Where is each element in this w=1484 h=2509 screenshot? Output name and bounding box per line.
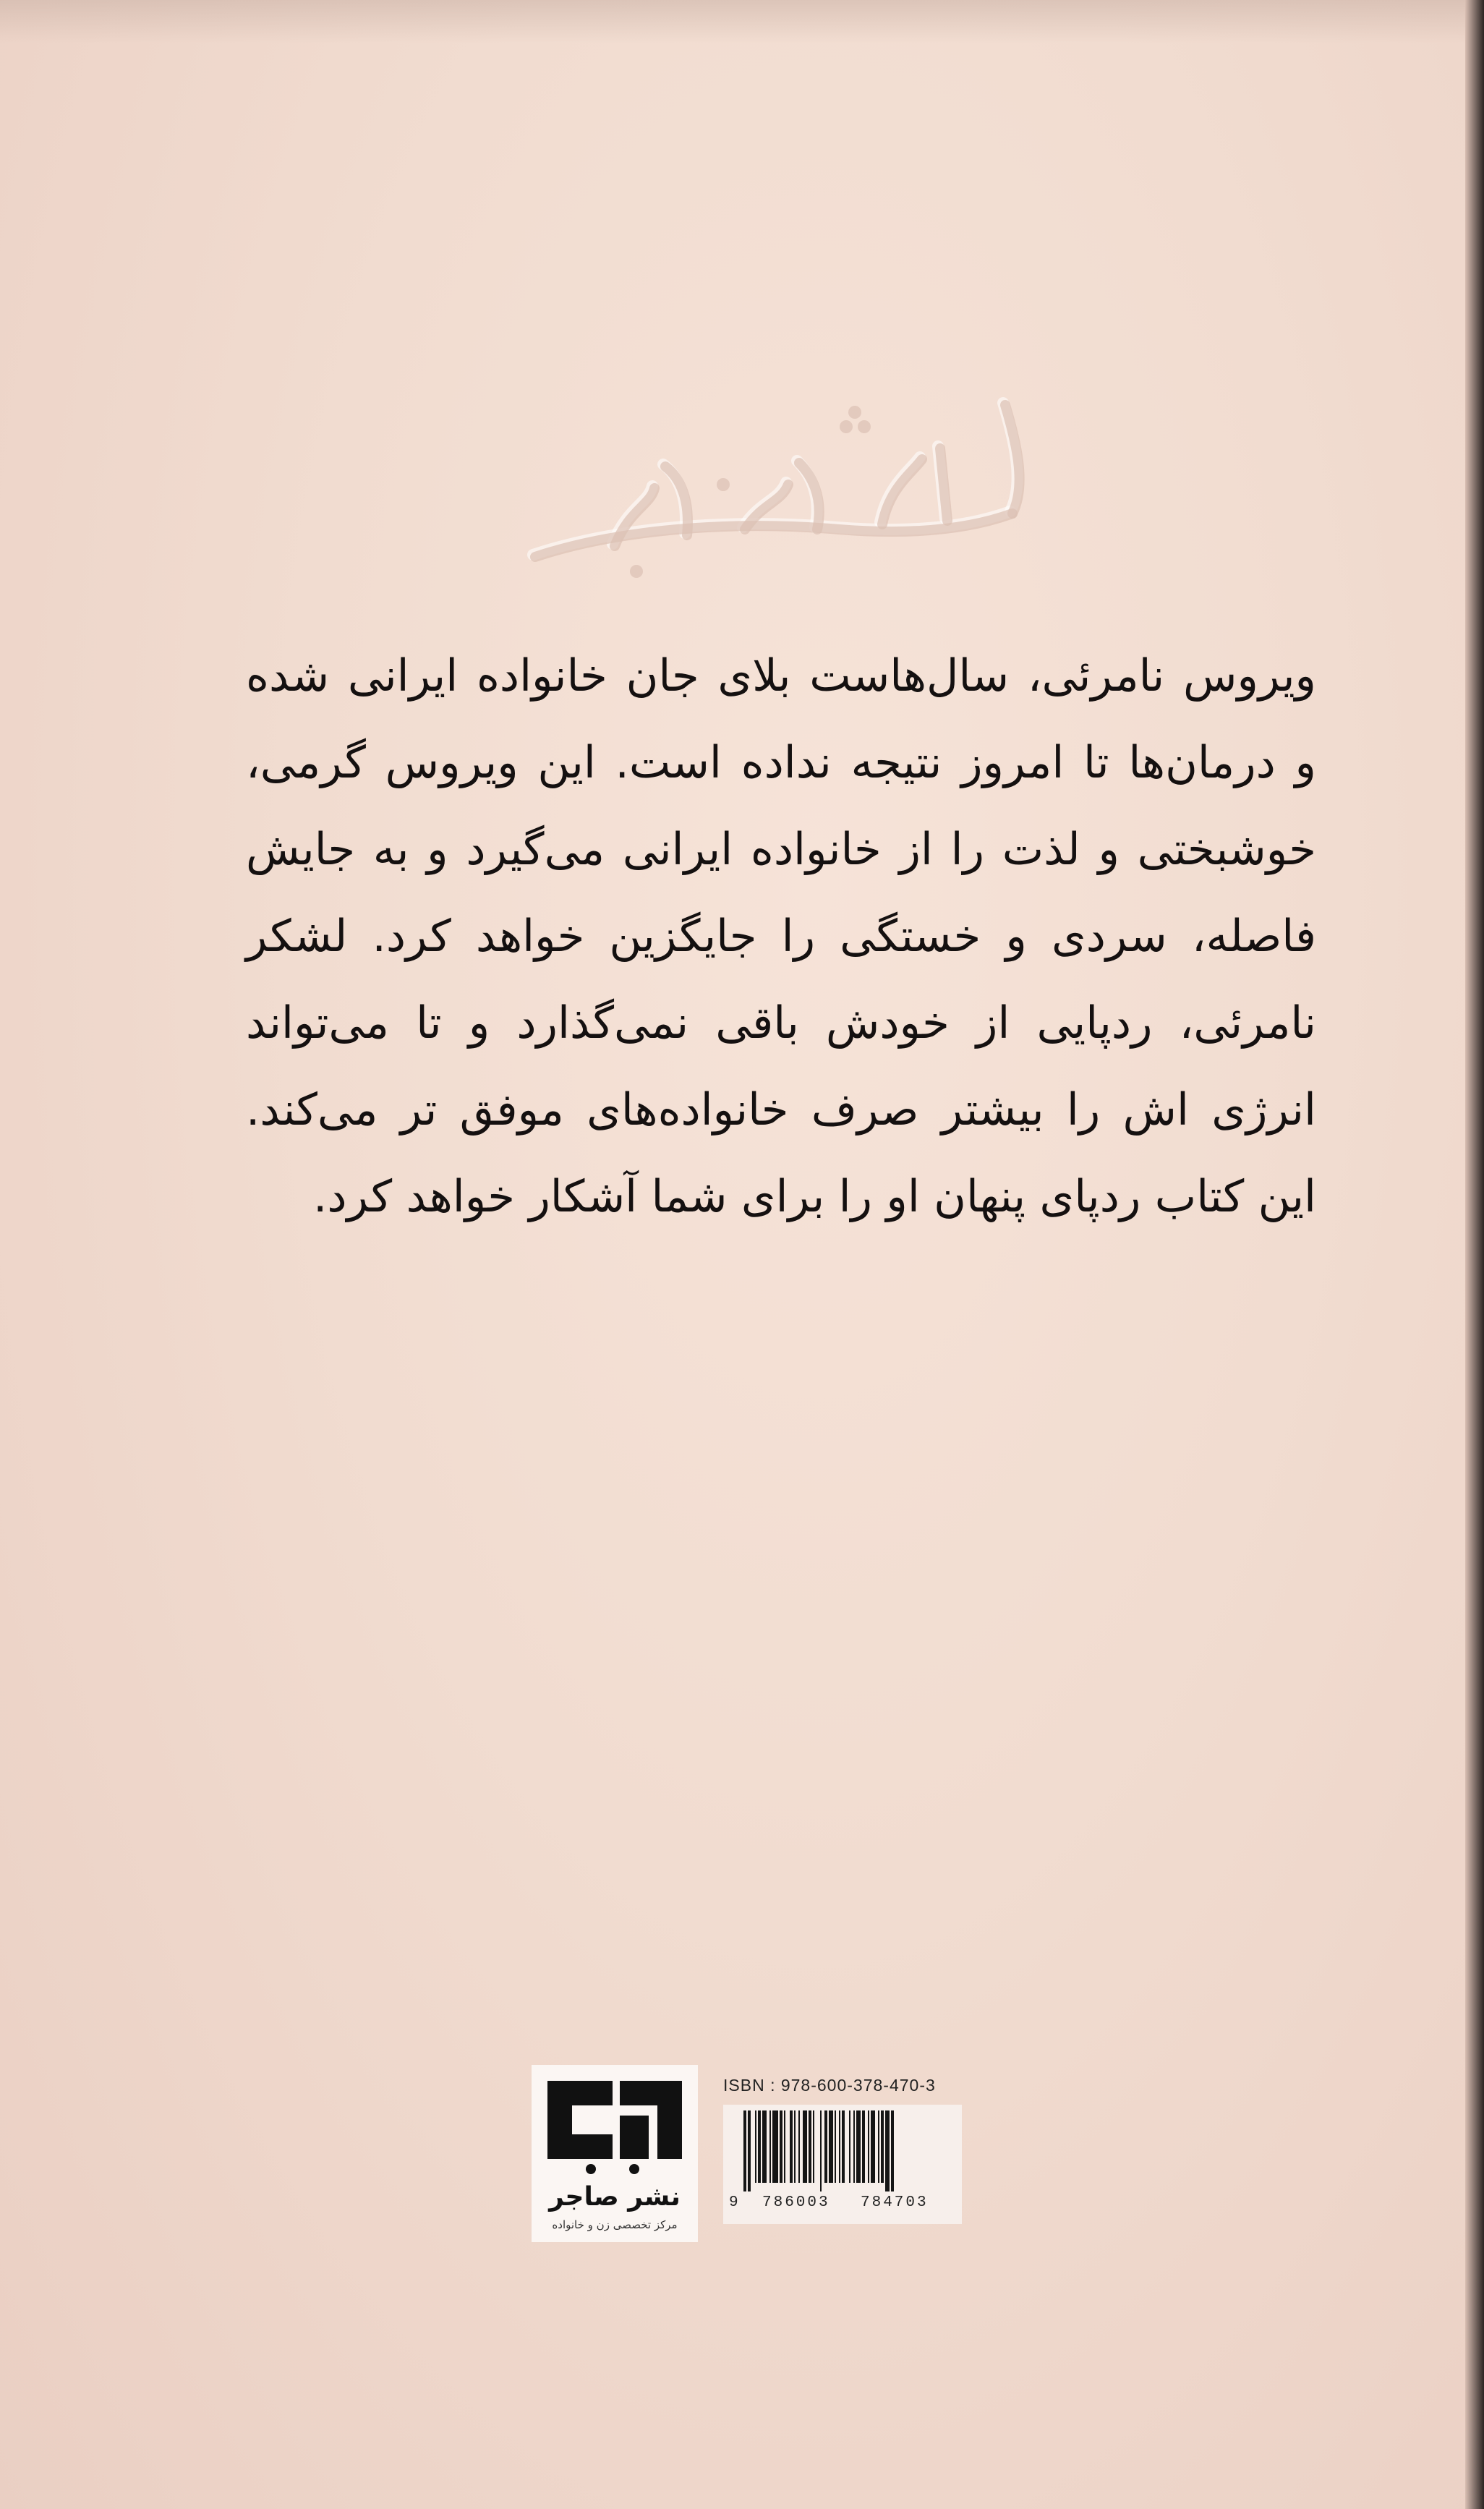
barcode-bar (762, 2110, 767, 2183)
barcode-bar (868, 2110, 869, 2183)
isbn-block (723, 2076, 962, 2224)
barcode-bar (842, 2110, 845, 2183)
publisher-name: نشر صاجر (549, 2182, 681, 2212)
barcode-bar (784, 2110, 785, 2183)
barcode-bar (758, 2110, 761, 2183)
barcode-bar (849, 2110, 850, 2183)
barcode-bar (798, 2110, 800, 2183)
barcode-bar (820, 2110, 822, 2191)
barcode-bar (803, 2110, 807, 2183)
barcode-bar (824, 2110, 827, 2183)
barcode-bar (743, 2110, 746, 2191)
barcode-bar (748, 2110, 751, 2191)
barcode-bar (772, 2110, 778, 2183)
barcode-bar (878, 2110, 879, 2183)
top-shadow (0, 0, 1484, 43)
barcode-bar (829, 2110, 833, 2183)
barcode-bar (813, 2110, 814, 2183)
isbn-label: ISBN : 978-600-378-470-3 (723, 2076, 936, 2095)
publisher-logo (532, 2065, 698, 2242)
barcode-bar (835, 2110, 836, 2183)
embossed-title-calligraphy (506, 340, 1056, 600)
barcode-bar (809, 2110, 811, 2183)
barcode-digits-right: 784703 (861, 2194, 929, 2211)
barcode-bar (794, 2110, 796, 2183)
barcode-digits-left: 786003 (762, 2194, 830, 2211)
barcode-icon (743, 2110, 942, 2191)
barcode-bar (780, 2110, 782, 2183)
barcode-bar (885, 2110, 890, 2191)
barcode-bar (862, 2110, 865, 2183)
barcode-bar (853, 2110, 855, 2183)
barcode-panel (723, 2105, 962, 2224)
barcode-bar (755, 2110, 756, 2183)
barcode-bar (856, 2110, 861, 2183)
back-cover-blurb (246, 633, 1316, 1240)
barcode-bar (891, 2110, 894, 2191)
barcode-bar (790, 2110, 793, 2183)
barcode-bar (871, 2110, 875, 2183)
barcode-digit-lead: 9 (729, 2194, 738, 2211)
publisher-logo-mark-icon (547, 2081, 682, 2175)
blurb-paragraph: ویروس نامرئی، سال‌هاست بلای جان خانواده ایرانی شده و درمان‌ها تا امروز نتیجه نداده است. این ویروس گرمی، خوشبختی و لذت را از خانواده ایرانی می‌گیرد و به جایش فاصله، سردی و خستگی را جایگزین خواهد کرد. لشکر نامرئی، ردپایی از خودش باقی نمی‌گذارد و تا می‌تواند انرژی اش را بیشتر صرف خانواده‌های موفق تر می‌کند. این کتاب ردپای پنهان او را برای شما آشکار خواهد کرد. (246, 650, 1316, 1222)
book-spine-edge (1465, 0, 1484, 2509)
barcode-bar (839, 2110, 840, 2183)
publisher-tagline: مرکز تخصصی زن و خانواده (552, 2218, 678, 2231)
barcode-bar (769, 2110, 771, 2183)
barcode-bar (881, 2110, 884, 2183)
